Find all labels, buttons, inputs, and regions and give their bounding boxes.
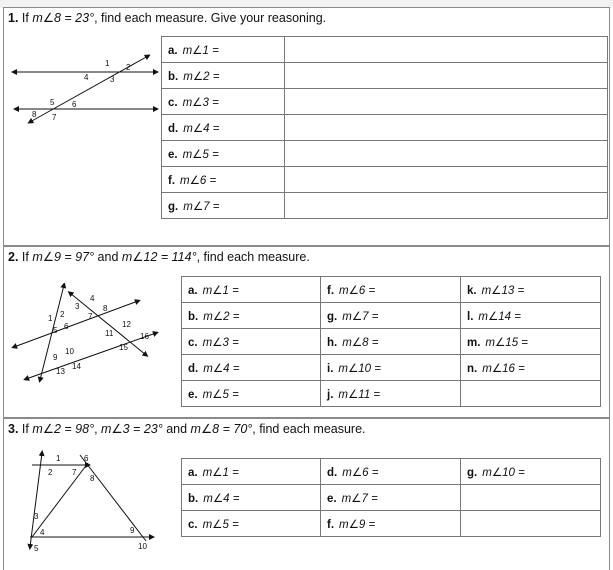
question-cell[interactable]: n. m∠16 = (461, 355, 601, 381)
table-row (182, 381, 601, 407)
table-row (162, 89, 608, 115)
question-cell: e. m∠5 = (162, 141, 285, 167)
angle-label: 4 (84, 73, 89, 82)
angle-label: 9 (53, 353, 58, 362)
problem-3-panel (3, 418, 610, 570)
question-cell[interactable]: b. m∠4 = (182, 485, 321, 511)
given-angle: m∠2 = 98° (32, 422, 95, 436)
given-angle: m∠8 = 23° (32, 11, 95, 25)
angle-label: 5 (53, 326, 58, 335)
question-cell[interactable]: e. m∠7 = (321, 485, 461, 511)
angle-label: 11 (105, 329, 114, 338)
problem-1-figure (10, 50, 160, 130)
problem-2-number: 2. (8, 250, 19, 264)
answer-cell[interactable] (285, 115, 608, 141)
angle-label: 12 (122, 320, 131, 329)
table-row (182, 459, 601, 485)
angle-label: 4 (40, 528, 45, 537)
angle-label: 15 (119, 343, 128, 352)
question-cell[interactable]: i. m∠10 = (321, 355, 461, 381)
transversal-b (26, 333, 156, 379)
table-row (182, 485, 601, 511)
answer-cell[interactable] (285, 167, 608, 193)
problem-2-figure (6, 283, 166, 383)
question-cell[interactable]: f. m∠9 = (321, 511, 461, 537)
table-row (162, 141, 608, 167)
angle-label: 1 (56, 454, 61, 463)
angle-label: 14 (72, 362, 81, 371)
answer-cell[interactable] (285, 89, 608, 115)
angle-label: 8 (103, 304, 108, 313)
angle-label: 3 (75, 302, 80, 311)
question-cell[interactable]: k. m∠13 = (461, 277, 601, 303)
angle-label: 5 (50, 98, 55, 107)
empty-cell (461, 511, 601, 537)
prompt-text: If (21, 422, 33, 436)
table-row (182, 355, 601, 381)
angle-label: 1 (105, 59, 110, 68)
table-row (182, 511, 601, 537)
question-cell[interactable]: m. m∠15 = (461, 329, 601, 355)
given-angle: m∠9 = 97° (32, 250, 95, 264)
table-row (182, 303, 601, 329)
given-angle: m∠3 = 23° (101, 422, 163, 436)
right-side (80, 455, 146, 541)
line-c (40, 285, 64, 380)
angle-label: 1 (48, 314, 53, 323)
answer-cell[interactable] (285, 63, 608, 89)
question-cell: b. m∠2 = (162, 63, 285, 89)
prompt-text: , find each measure. Give your reasoning. (94, 11, 327, 25)
prompt-text: , find each measure. (196, 250, 310, 264)
angle-label: 9 (130, 526, 135, 535)
answer-cell[interactable] (285, 37, 608, 63)
question-cell[interactable]: e. m∠5 = (182, 381, 321, 407)
angle-label: 3 (110, 75, 115, 84)
angle-label: 2 (48, 468, 53, 477)
angle-label: 2 (126, 63, 131, 72)
question-cell[interactable]: d. m∠4 = (182, 355, 321, 381)
answer-cell[interactable] (285, 193, 608, 219)
question-cell: c. m∠3 = (162, 89, 285, 115)
angle-label: 13 (56, 367, 65, 376)
given-angle: m∠8 = 70° (190, 422, 253, 436)
question-cell[interactable]: c. m∠5 = (182, 511, 321, 537)
question-cell[interactable]: g. m∠10 = (461, 459, 601, 485)
angle-label: 7 (88, 312, 93, 321)
prompt-text: , find each measure. (252, 422, 366, 436)
table-row (162, 63, 608, 89)
empty-cell (461, 381, 601, 407)
problem-1-panel (3, 7, 610, 246)
table-row (162, 167, 608, 193)
angle-label: 8 (90, 474, 95, 483)
prompt-text: and (162, 422, 191, 436)
prompt-text: If (21, 250, 33, 264)
question-cell: f. m∠6 = (162, 167, 285, 193)
question-cell[interactable]: a. m∠1 = (182, 277, 321, 303)
problem-1-prompt (8, 10, 326, 25)
problem-2-prompt (8, 249, 310, 264)
question-cell[interactable]: g. m∠7 = (321, 303, 461, 329)
answer-cell[interactable] (285, 141, 608, 167)
question-cell[interactable]: j. m∠11 = (321, 381, 461, 407)
problem-1-number: 1. (8, 11, 19, 25)
angle-label: 7 (52, 113, 57, 122)
question-cell[interactable]: c. m∠3 = (182, 329, 321, 355)
angle-label: 8 (32, 110, 37, 119)
problem-3-figure (10, 445, 160, 557)
empty-cell (461, 485, 601, 511)
question-cell[interactable]: h. m∠8 = (321, 329, 461, 355)
prompt-text: If (21, 11, 33, 25)
angle-label: 3 (34, 512, 39, 521)
diagonal (32, 463, 88, 537)
question-cell[interactable]: l. m∠14 = (461, 303, 601, 329)
table-row (162, 37, 608, 63)
question-cell[interactable]: d. m∠6 = (321, 459, 461, 485)
question-cell: g. m∠7 = (162, 193, 285, 219)
question-cell[interactable]: b. m∠2 = (182, 303, 321, 329)
angle-label: 6 (84, 454, 89, 463)
table-row (162, 115, 608, 141)
angle-label: 7 (72, 468, 77, 477)
table-row (182, 329, 601, 355)
question-cell: a. m∠1 = (162, 37, 285, 63)
prompt-text: and (94, 250, 122, 264)
table-row (182, 277, 601, 303)
table-row (162, 193, 608, 219)
prompt-text: , (94, 422, 102, 436)
angle-label: 4 (90, 294, 95, 303)
problem-3-answer-table (181, 458, 601, 537)
angle-label: 6 (72, 100, 77, 109)
angle-label: 16 (140, 332, 149, 341)
angle-label: 10 (65, 347, 74, 356)
angle-label: 5 (34, 544, 39, 553)
problem-3-number: 3. (8, 422, 19, 436)
problem-1-answer-table (161, 36, 608, 219)
question-cell[interactable]: f. m∠6 = (321, 277, 461, 303)
question-cell[interactable]: a. m∠1 = (182, 459, 321, 485)
angle-label: 10 (138, 542, 147, 551)
angle-label: 6 (64, 322, 69, 331)
given-angle: m∠12 = 114° (121, 250, 197, 264)
problem-2-panel (3, 246, 610, 418)
angle-label: 2 (60, 310, 65, 319)
problem-2-answer-table (181, 276, 601, 407)
question-cell: d. m∠4 = (162, 115, 285, 141)
problem-3-prompt (8, 421, 366, 436)
